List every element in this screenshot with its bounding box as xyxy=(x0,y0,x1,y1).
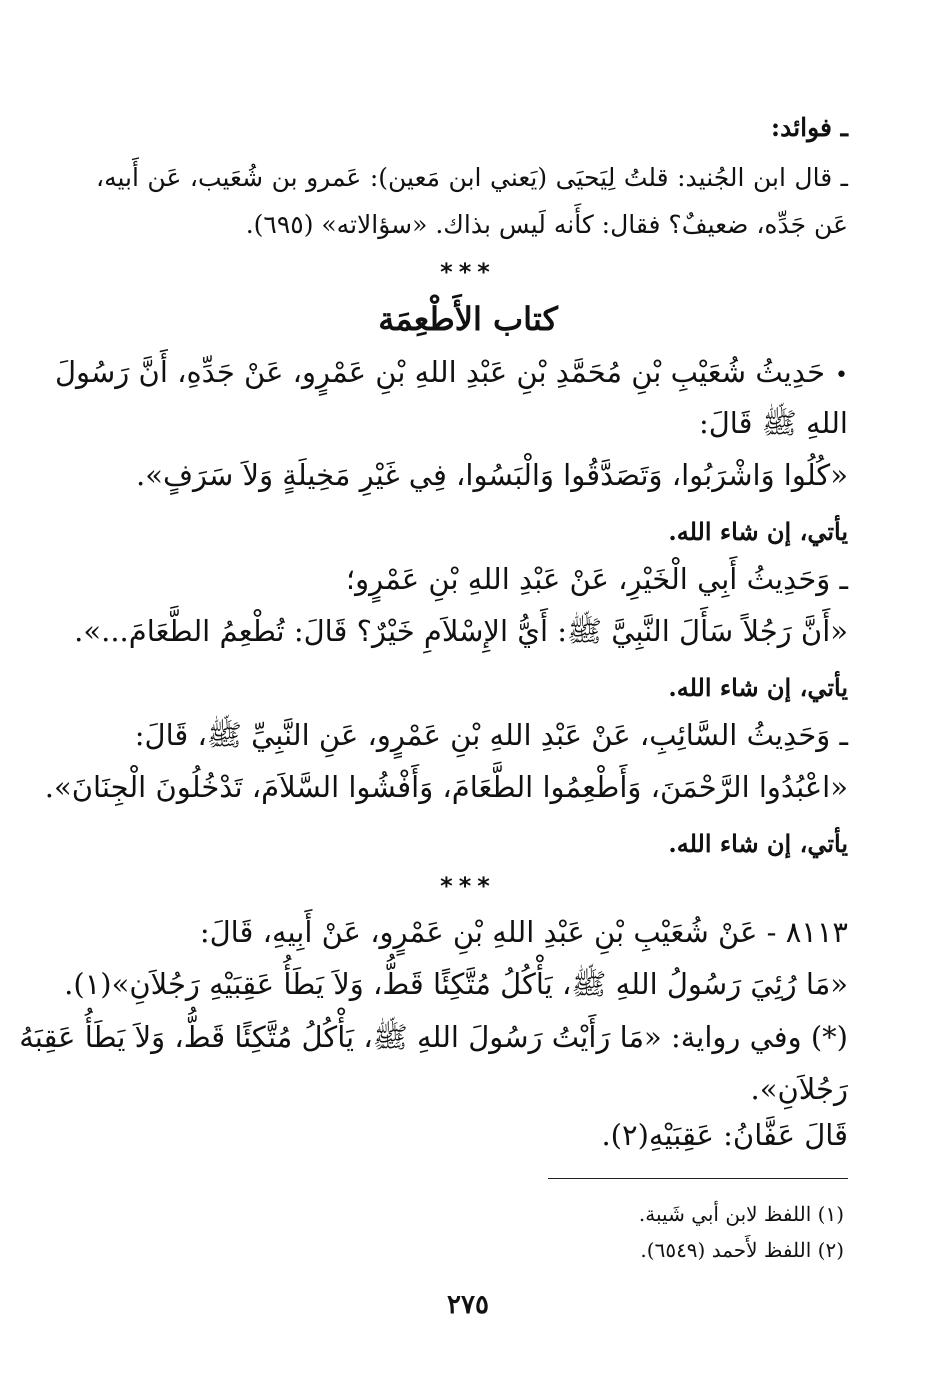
section-separator-1: *** xyxy=(440,258,496,286)
hadith-intro-text: حَدِيثُ شُعَيْبِ بْنِ مُحَمَّدِ بْنِ عَبْدِ اللهِ بْنِ عَمْرٍو، عَنْ جَدِّهِ، أَنَّ رَسُولَ xyxy=(54,355,826,389)
hadith-intro-line-1 xyxy=(54,355,848,389)
fawaid-line-2: عَن جَدِّه، ضعيفٌ؟ فقال: كأَنه لَيس بذاك. «سؤالاته» (٦٩٥). xyxy=(245,210,848,239)
footnote-divider xyxy=(548,1178,848,1179)
hadith-saib-intro: ـ وَحَدِيثُ السَّائِبِ، عَنْ عَبْدِ اللهِ بْنِ عَمْرٍو، عَنِ النَّبِيِّ ﷺ، قَالَ: xyxy=(134,718,848,752)
bullet-icon: • xyxy=(835,363,848,388)
hadith-intro-line-2: اللهِ ﷺ قَالَ: xyxy=(698,406,848,440)
hadith-text-3: «اعْبُدُوا الرَّحْمَنَ، وَأَطْعِمُوا الطَّعَامَ، وَأَفْشُوا السَّلاَمَ، تَدْخُلُونَ الْجِنَانَ». xyxy=(44,770,848,804)
hadith-text-1: «كُلُوا وَاشْرَبُوا، وَتَصَدَّقُوا وَالْبَسُوا، فِي غَيْرِ مَخِيلَةٍ وَلاَ سَرَفٍ». xyxy=(135,458,848,492)
yati-note-2: يأتي، إن شاء الله. xyxy=(668,673,848,702)
page-number: ٢٧٥ xyxy=(447,1290,489,1320)
book-title: كتاب الأَطْعِمَة xyxy=(378,300,558,338)
fawaid-line-1: ـ قال ابن الجُنيد: قلتُ لِيَحيَى (يَعني ابن مَعين): عَمرو بن شُعَيب، عَن أَبيه، xyxy=(96,163,848,192)
yati-note-1: يأتي، إن شاء الله. xyxy=(668,517,848,546)
hadith-8113-affan: قَالَ عَفَّانُ: عَقِبَيْهِ(٢). xyxy=(601,1118,848,1152)
footnote-2: (٢) اللفظ لأَحمد (٦٥٤٩). xyxy=(640,1238,844,1262)
hadith-8113-matn: «مَا رُئِيَ رَسُولُ اللهِ ﷺ، يَأْكُلُ مُتَّكِئًا قَطُّ، وَلاَ يَطَأُ عَقِبَيْهِ رَجُلاَنِ»(١). xyxy=(64,967,848,1001)
yati-note-3: يأتي، إن شاء الله. xyxy=(668,829,848,858)
section-separator-2: *** xyxy=(440,872,496,900)
hadith-text-2: «أَنَّ رَجُلاً سَأَلَ النَّبِيَّ ﷺ: أَيُّ الإِسْلاَمِ خَيْرٌ؟ قَالَ: تُطْعِمُ الطَّعَامَ...». xyxy=(74,614,848,648)
hadith-8113-isnad: ٨١١٣ - عَنْ شُعَيْبِ بْنِ عَبْدِ اللهِ بْنِ عَمْرٍو، عَنْ أَبِيهِ، قَالَ: xyxy=(199,915,848,949)
footnote-1: (١) اللفظ لابن أبي شَيبة. xyxy=(638,1202,844,1226)
hadith-abu-khair-intro: ـ وَحَدِيثُ أَبِي الْخَيْرِ، عَنْ عَبْدِ اللهِ بْنِ عَمْرٍو؛ xyxy=(345,562,848,596)
hadith-8113-riwaya: (*) وفي رواية: «مَا رَأَيْتُ رَسُولَ اللهِ ﷺ، يَأْكُلُ مُتَّكِئًا قَطُّ، وَلاَ يَطَأُ عَقِبَهُ xyxy=(19,1020,848,1054)
hadith-8113-riwaya-end: رَجُلاَنِ». xyxy=(750,1072,848,1106)
fawaid-heading: ـ فوائد: xyxy=(770,113,848,142)
